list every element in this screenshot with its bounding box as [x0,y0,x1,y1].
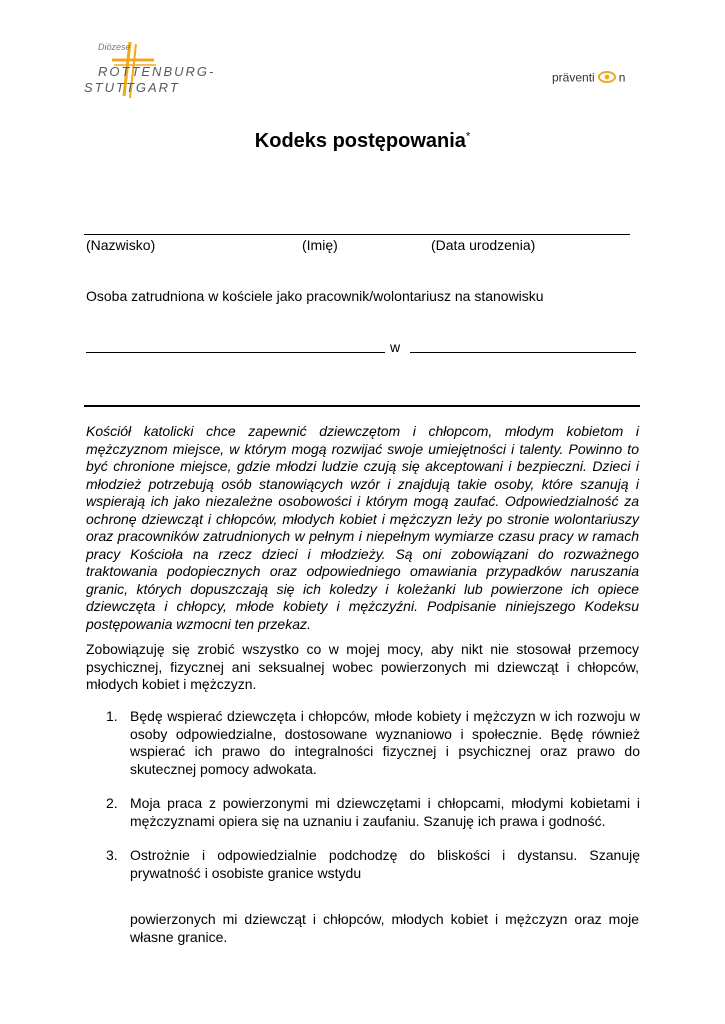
employment-label: Osoba zatrudniona w kościele jako pracownik/wolontariusz na stanowisku [86,288,544,304]
list-item-number: 3. [106,847,118,863]
list-item [84,708,640,778]
diocese-logo [84,40,214,100]
list-item [84,847,640,882]
list-item-number: 2. [106,795,118,811]
list-item-number: 1. [106,708,118,724]
diocese-logo-small: Diözese [98,42,131,52]
page-title-text: Kodeks postępowania [254,130,466,152]
birthdate-label: (Data urodzenia) [431,237,536,253]
commitments-list [84,708,640,882]
prevention-logo [552,70,625,90]
diocese-logo-line2: STUTTGART [84,80,180,95]
name-signature-line[interactable] [84,234,630,235]
commitment-paragraph: Zobowiązuję się zrobić wszystko co w mojej mocy, aby nikt nie stosował przemocy psychicznej, fizycznej ani seksualnej wobec powierzonych mi dziewcząt i chłopców, młodych kobiet i mężczyzn. [86,641,639,692]
intro-paragraph: Kościół katolicki chce zapewnić dziewczętom i chłopcom, młodym kobietom i mężczyznom miejsce, w którym mogą rozwijać swoje umiejętności i talenty. Powinno to być chronione miejsce, gdzie młodzi ludzie czują się akceptowani i bezpieczni. Dzieci i młodzież potrzebują osób stanowiących wzór i znajdują takie osoby, które szanują i wspierają ich jako niezależne osobowości i którym mogą zaufać. Odpowiedzialność za ochronę dziewcząt i chłopców, młodych kobiet i mężczyzn leży po stronie wolontariuszy oraz pracowników zatrudnionych w pełnym i niepełnym wymiarze czasu pracy w ramach pracy Kościoła na rzecz dzieci i młodzieży. Są oni zobowiązani do rozważnego traktowania podopiecznych oraz odpowiedniego omawiania przypadków naruszania granic, których dopuszczają się ich koledzy i koleżanki lub powierzone ich opiece dziewczęta i chłopcy, młode kobiety i mężczyźni. Podpisanie niniejszego Kodeksu postępowania wzmocni ten przekaz. [86,423,639,632]
list-item-text: Będę wspierać dziewczęta i chłopców, młode kobiety i mężczyzn w ich rozwoju w osoby odpowiedzialne, dostosowane wyznaniowo i społecznie. Będę również wspierać ich prawo do integralności fizycznej i psychicznej oraz prawo do skutecznej pomocy adwokata. [130,708,640,777]
page-title [0,130,725,153]
first-name-label: (Imię) [302,237,338,253]
position-field-line[interactable] [86,352,385,353]
list-item-text: Ostrożnie i odpowiedzialnie podchodzę do bliskości i dystansu. Szanuję prywatność i osobiste granice wstydu [130,847,640,881]
eye-icon [597,70,617,87]
continuation-paragraph: powierzonych mi dziewcząt i chłopców, młodych kobiet i mężczyzn oraz moje własne granice. [130,911,639,945]
prevention-logo-prefix: präventi [552,70,595,85]
list-item-text: Moja praca z powierzonymi mi dziewczętami i chłopcami, młodymi kobietami i mężczyznami opiera się na uznaniu i zaufaniu. Szanuję ich prawa i godność. [130,795,640,829]
prevention-logo-suffix: n [618,70,626,85]
diocese-logo-line1: ROTTENBURG- [98,64,216,79]
list-item [84,795,640,830]
place-field-line[interactable] [410,352,636,353]
w-label: w [390,339,401,355]
section-divider [84,405,640,407]
surname-label: (Nazwisko) [86,237,156,253]
title-footnote-mark: * [465,130,471,143]
